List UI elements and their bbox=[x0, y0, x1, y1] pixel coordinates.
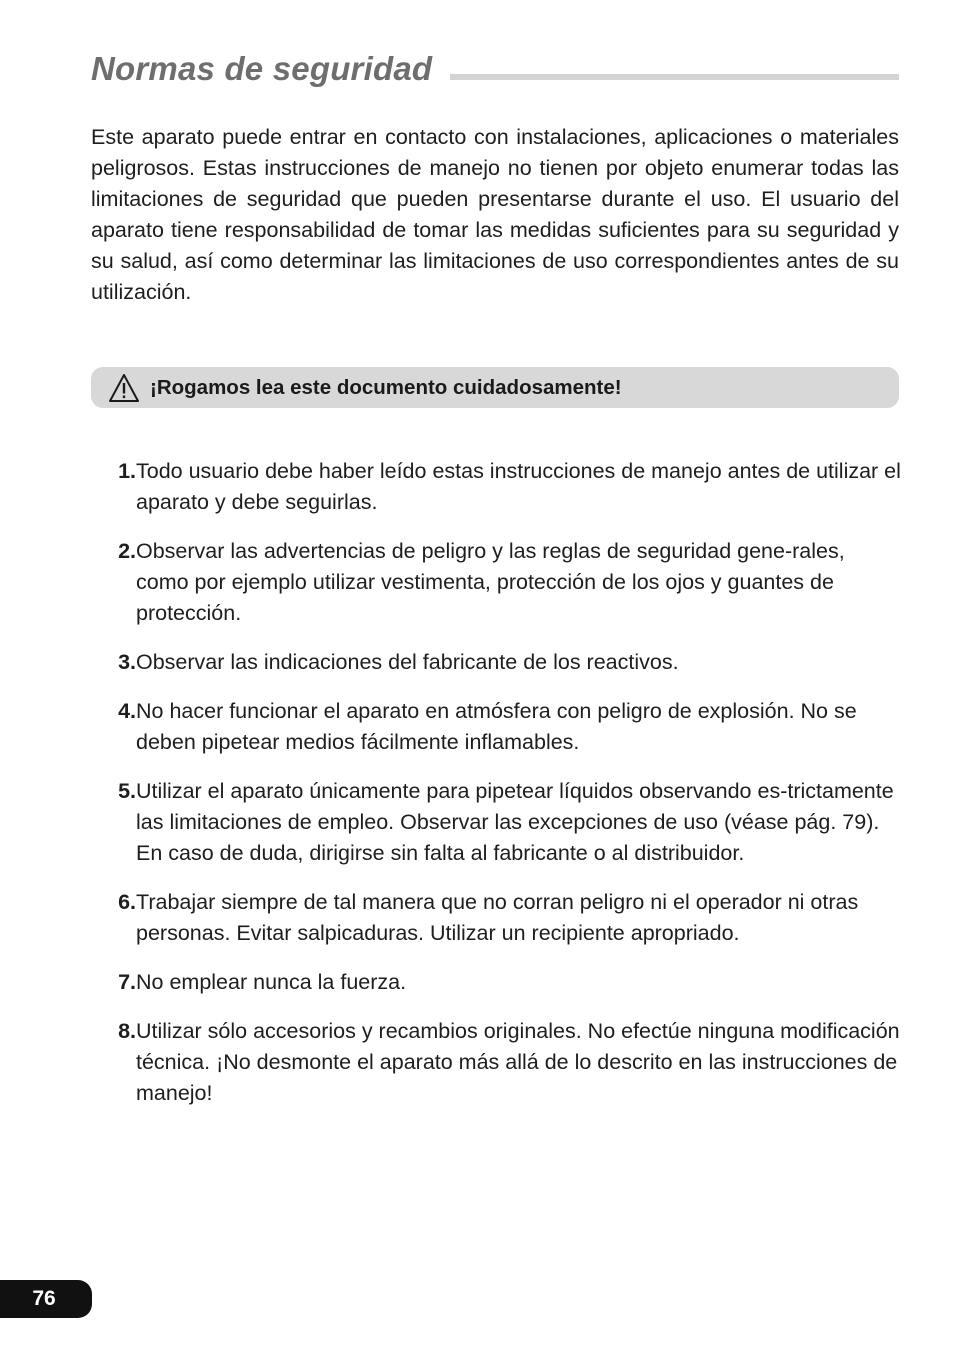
list-item-text: Observar las indicaciones del fabricante de los reactivos. bbox=[136, 650, 679, 674]
list-item-text: Observar las advertencias de peligro y las reglas de seguridad gene-rales, como por ejemplo utilizar vestimenta, protección de los ojos y guantes de protección. bbox=[136, 539, 845, 625]
list-item-text: No emplear nunca la fuerza. bbox=[136, 970, 407, 994]
list-item bbox=[91, 967, 903, 998]
list-item-text: No hacer funcionar el aparato en atmósfera con peligro de explosión. No se deben pipetear medios fácilmente inflamables. bbox=[136, 699, 857, 754]
safety-rules-list bbox=[91, 456, 903, 1127]
page-header bbox=[91, 46, 899, 92]
title-rule bbox=[450, 74, 899, 80]
list-item-text: Trabajar siempre de tal manera que no corran peligro ni el operador ni otras personas. Evitar salpicaduras. Utilizar un recipiente apropriado. bbox=[136, 890, 859, 945]
warning-text: ¡Rogamos lea este documento cuidadosamente! bbox=[150, 375, 622, 399]
list-item bbox=[91, 776, 903, 869]
list-item bbox=[91, 456, 903, 518]
list-item-number: 3. bbox=[118, 650, 136, 674]
intro-paragraph: Este aparato puede entrar en contacto con instalaciones, aplicaciones o materiales peligrosos. Estas instrucciones de manejo no tienen por objeto enumerar todas las limitaciones de seguridad que pueden presentarse durante el uso. El usuario del aparato tiene responsabilidad de tomar las medidas suficientes para su seguridad y su salud, así como determinar las limitaciones de uso correspondientes antes de su utilización. bbox=[91, 125, 899, 304]
list-item-number: 6. bbox=[118, 890, 136, 914]
list-item-number: 2. bbox=[118, 539, 136, 563]
list-item bbox=[91, 696, 903, 758]
warning-banner bbox=[91, 367, 899, 408]
list-item-text: Todo usuario debe haber leído estas instrucciones de manejo antes de utilizar el aparato y debe seguirlas. bbox=[136, 459, 901, 514]
page-number-badge: 76 bbox=[0, 1280, 92, 1318]
list-item bbox=[91, 536, 903, 629]
list-item-number: 7. bbox=[118, 970, 136, 994]
list-item bbox=[91, 647, 903, 678]
list-item bbox=[91, 1016, 903, 1109]
list-item-text: Utilizar sólo accesorios y recambios originales. No efectúe ninguna modificación técnica. ¡No desmonte el aparato más allá de lo descrito en las instrucciones de manejo! bbox=[136, 1019, 900, 1105]
list-item-number: 8. bbox=[118, 1019, 136, 1043]
page-title: Normas de seguridad bbox=[91, 50, 433, 87]
warning-triangle-icon bbox=[108, 373, 140, 403]
list-item-number: 1. bbox=[118, 459, 136, 483]
list-item-number: 5. bbox=[118, 779, 136, 803]
list-item-text: Utilizar el aparato únicamente para pipetear líquidos observando es-trictamente las limitaciones de empleo. Observar las excepciones de uso (véase pág. 79). En caso de duda, dirigirse sin falta al fabricante o al distribuidor. bbox=[136, 779, 894, 865]
list-item bbox=[91, 887, 903, 949]
list-item-number: 4. bbox=[118, 699, 136, 723]
